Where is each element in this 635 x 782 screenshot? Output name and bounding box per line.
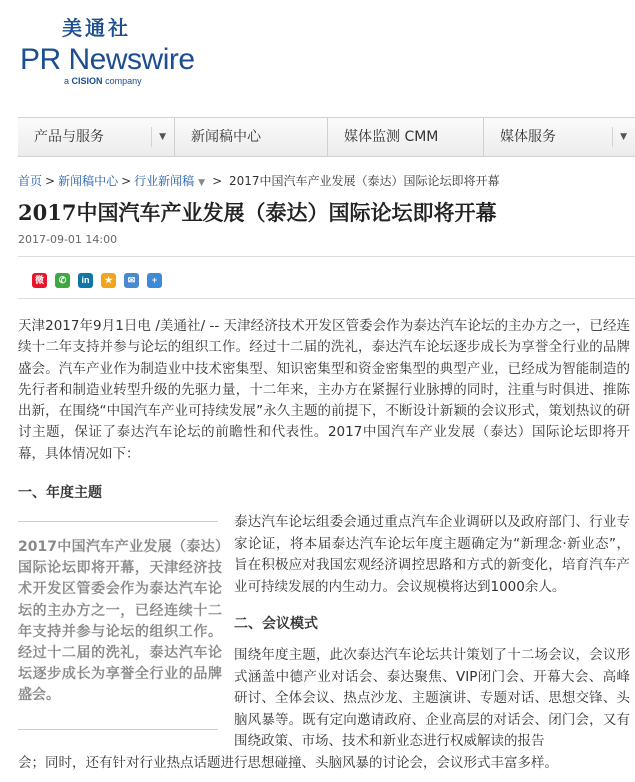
qzone-icon[interactable]: ★ (101, 273, 116, 288)
breadcrumb-news-center[interactable]: 新闻稿中心 (58, 174, 119, 188)
breadcrumb: 首页 > 新闻稿中心 > 行业新闻稿 ▼ > 2017中国汽车产业发展（泰达）国际论坛即将开幕 (18, 174, 500, 188)
logo-tagline: a CISION company (64, 76, 142, 86)
breadcrumb-current: 2017中国汽车产业发展（泰达）国际论坛即将开幕 (228, 174, 500, 188)
divider (18, 298, 635, 299)
wechat-icon[interactable]: ✆ (55, 273, 70, 288)
section-body: 围绕年度主题，此次泰达汽车论坛共计策划了十二场会议，会议形式涵盖中德产业对话会、泰达聚焦、VIP闭门会、开幕大会、高峰研讨、全体会议、热点沙龙、主题演讲、专题对话、思想交锋、头脑风暴等。既有定向邀请政府、企业高层的对话会、闭门会，又有围绕政策、市场、技术和新业态进行权威解读的报告 (234, 647, 630, 749)
chevron-down-icon[interactable]: ▼ (198, 178, 206, 188)
share-bar (32, 273, 170, 288)
section-heading: 二、会议模式 (234, 616, 318, 632)
chevron-down-icon[interactable]: ▼ (159, 132, 166, 142)
main-nav (18, 117, 635, 157)
linkedin-icon[interactable]: in (78, 273, 93, 288)
section-body: 泰达汽车论坛组委会通过重点汽车企业调研以及政府部门、行业专家论证，将本届泰达汽车论坛年度主题确定为“新理念·新业态”，旨在积极应对我国宏观经济调控思路和方式的新变化，培育汽车产业可持续发展的内生动力。会议规模将达到1000余人。 (234, 514, 630, 595)
section-heading: 一、年度主题 (18, 485, 102, 501)
logo-chinese: 美通社 (62, 16, 131, 40)
prnewswire-logo[interactable] (20, 12, 195, 86)
nav-item-products[interactable]: 产品与服务 ▼ (18, 118, 175, 156)
divider (18, 256, 635, 257)
nav-item-media-services[interactable]: 媒体服务 ▼ (484, 118, 635, 156)
article-title: 2017中国汽车产业发展（泰达）国际论坛即将开幕 (18, 200, 497, 225)
nav-item-newsroom[interactable]: 新闻稿中心 (175, 118, 328, 156)
nav-item-media-monitoring[interactable]: 媒体监测 CMM (328, 118, 484, 156)
breadcrumb-industry[interactable]: 行业新闻稿 (134, 174, 195, 188)
article-intro: 天津2017年9月1日电 /美通社/ -- 天津经济技术开发区管委会作为泰达汽车论坛的主办方之一，已经连续十二年支持并参与论坛的组织工作。经过十二届的洗礼，泰达汽车论坛逐步成长为享誉全行业的品牌盛会。汽车产业作为制造业中技术密集型、知识密集型和资金密集型的典型产业，已经成为智能制造的先行者和制造业转型升级的先驱力量，十二年来，主办方在紧握行业脉搏的同时，注重与时俱进、推陈出新，在围绕“中国汽车产业可持续发展”永久主题的前提下，不断设计新颖的会议形式，策划热议的研讨主题，保证了泰达汽车论坛的前瞻性和代表性。2017中国汽车产业发展（泰达）国际论坛即将开幕，具体情况如下： (18, 318, 630, 462)
logo-english: PR Newswire (20, 43, 195, 76)
pull-quote: 2017中国汽车产业发展（泰达）国际论坛即将开幕，天津经济技术开发区管委会作为泰达汽车论坛的主办方之一，已经连续十二年支持并参与论坛的组织工作。经过十二届的洗礼，泰达汽车论坛逐步成长为享誉全行业的品牌盛会。 (18, 539, 222, 704)
chevron-down-icon[interactable]: ▼ (620, 132, 627, 142)
pull-quote-rule (18, 521, 218, 522)
breadcrumb-home[interactable]: 首页 (18, 174, 43, 188)
email-icon[interactable]: ✉ (124, 273, 139, 288)
pull-quote-rule (18, 729, 218, 730)
article-date: 2017-09-01 14:00 (18, 233, 118, 246)
weibo-icon[interactable]: 微 (32, 273, 47, 288)
more-share-icon[interactable]: + (147, 273, 162, 288)
section-body-continued: 会；同时，还有针对行业热点话题进行思想碰撞、头脑风暴的讨论会，会议形式丰富多样。 (18, 755, 558, 771)
